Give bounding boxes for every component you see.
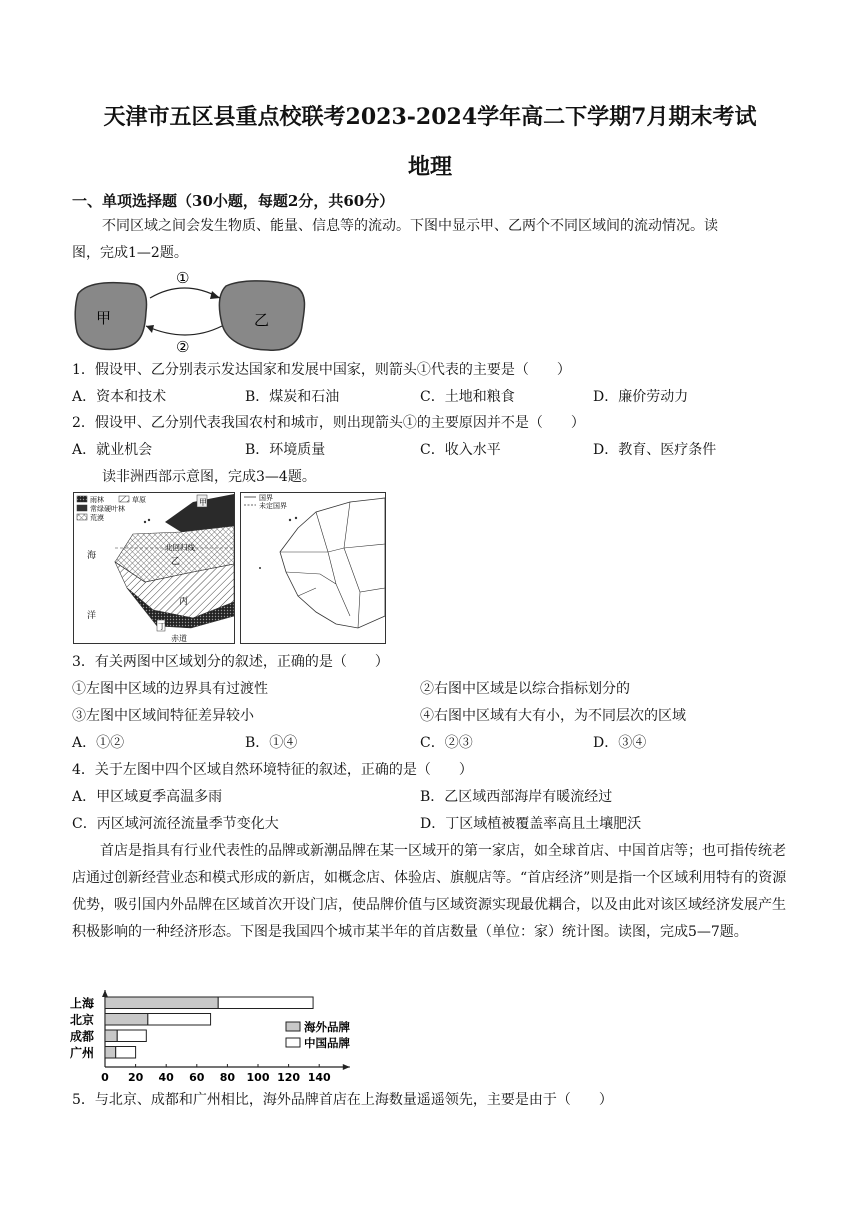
region-jia-label: 甲 <box>96 309 112 327</box>
question-3-option: B．①④ <box>245 735 298 751</box>
arrow-2 <box>146 326 222 335</box>
vegetation-map <box>73 492 235 644</box>
label-bing: 丙 <box>179 597 189 607</box>
question-1-stem: 1．假设甲、乙分别表示发达国家和发展中国家，则箭头①代表的主要是（ ） <box>72 362 571 378</box>
question-3-stem: 3．有关两图中区域划分的叙述，正确的是（ ） <box>72 654 389 670</box>
question-4-stem: 4．关于左图中四个区域自然环境特征的叙述，正确的是（ ） <box>72 762 473 778</box>
x-tick-label: 100 <box>246 1071 270 1084</box>
question-1-option: A．资本和技术 <box>72 389 167 405</box>
bar-domestic <box>116 1047 136 1059</box>
legend-grassland: 草原 <box>132 496 146 504</box>
legend-rainforest: 雨林 <box>90 496 104 504</box>
x-tick-label: 140 <box>307 1071 331 1084</box>
bar-overseas <box>105 997 218 1009</box>
label-ding: 丁 <box>158 622 166 631</box>
question-3-statement: ④右图中区域有大有小，为不同层次的区域 <box>420 708 686 724</box>
arrow-2-head <box>146 325 154 333</box>
x-tick-label: 120 <box>277 1071 301 1084</box>
question-2-option: D．教育、医疗条件 <box>593 442 717 458</box>
label-equator: 赤道 <box>171 634 187 643</box>
question-2-stem: 2．假设甲、乙分别代表我国农村和城市，则出现箭头①的主要原因并不是（ ） <box>72 415 585 431</box>
arrow-1-head <box>210 291 220 299</box>
bar-domestic <box>117 1030 146 1042</box>
bar-domestic <box>218 997 313 1009</box>
question-4-option: D．丁区域植被覆盖率高且土壤肥沃 <box>420 816 642 832</box>
question-4-option: A．甲区域夏季高温多雨 <box>72 789 223 805</box>
question-3-statement: ②右图中区域是以综合指标划分的 <box>420 681 630 697</box>
label-jia: 甲 <box>199 498 207 507</box>
region-yi-label: 乙 <box>254 311 270 329</box>
question-2-option: B．环境质量 <box>245 442 326 458</box>
legend-evergreen: 常绿硬叶林 <box>90 505 125 513</box>
question-2-option: A．就业机会 <box>72 442 153 458</box>
bar-overseas <box>105 1014 148 1026</box>
question-1-option: C．土地和粮食 <box>420 389 515 405</box>
category-label: 成都 <box>70 1029 95 1044</box>
question-3-option: C．②③ <box>420 735 473 751</box>
legend-swatch <box>286 1038 300 1047</box>
bar-overseas <box>105 1047 116 1059</box>
bar-domestic <box>148 1014 211 1026</box>
question-5-stem: 5．与北京、成都和广州相比，海外品牌首店在上海数量遥遥领先，主要是由于（ ） <box>72 1092 613 1108</box>
store-count-chart <box>68 990 368 1090</box>
legend-border: 国界 <box>259 494 273 502</box>
x-tick-label: 20 <box>127 1071 144 1084</box>
question-1-option: D．廉价劳动力 <box>593 389 689 405</box>
x-tick-label: 80 <box>219 1071 236 1084</box>
passage-text: 首店是指具有行业代表性的品牌或新潮品牌在某一区域开的第一家店，如全球首店、中国首店等；也可指传统老店通过创新经营业态和模式形成的新店，如概念店、体验店、旗舰店等。“首店经济”则是指一个区域利用特有的资源优势，吸引国内外品牌在区域首次开设门店，使品牌价值与区域资源实现最优耦合，以及由此对该区域经济发展产生积极影响的一种经济形态。下图是我国四个城市某半年的首店数量（单位：家）统计图。读图，完成5—7题。 <box>72 843 787 940</box>
question-1-option: B．煤炭和石油 <box>245 389 340 405</box>
question-3-statement: ③左图中区域间特征差异较小 <box>72 708 254 724</box>
question-4-option: C．丙区域河流径流量季节变化大 <box>72 816 279 832</box>
legend-label: 海外品牌 <box>304 1020 350 1034</box>
legend-label: 中国品牌 <box>304 1036 350 1050</box>
page-title: 天津市五区县重点校联考2023-2024学年高二下学期7月期末考试 <box>103 104 757 130</box>
legend-swatch <box>286 1022 300 1031</box>
label-yi: 乙 <box>171 557 181 567</box>
passage-text: 不同区域之间会发生物质、能量、信息等的流动。下图中显示甲、乙两个不同区域间的流动情况。读 <box>102 218 718 234</box>
question-3-statement: ①左图中区域的边界具有过渡性 <box>72 681 268 697</box>
legend-desert: 荒漠 <box>90 514 104 522</box>
label-sea: 海 <box>87 551 97 561</box>
arrow-1 <box>150 288 220 298</box>
question-2-option: C．收入水平 <box>420 442 501 458</box>
bar-overseas <box>105 1030 117 1042</box>
arrow-2-label: ② <box>176 338 190 356</box>
flow-diagram <box>72 268 312 356</box>
question-4-option: B．乙区域西部海岸有暖流经过 <box>420 789 613 805</box>
category-label: 北京 <box>70 1013 95 1027</box>
x-axis-arrow <box>343 1064 350 1070</box>
label-ocean: 洋 <box>87 611 97 621</box>
x-tick-label: 0 <box>101 1071 109 1084</box>
arrow-1-label: ① <box>176 269 190 287</box>
legend-disputed-border: 未定国界 <box>259 502 287 510</box>
question-3-option: D．③④ <box>593 735 647 751</box>
passage-text: 读非洲西部示意图，完成3—4题。 <box>102 469 316 485</box>
y-axis-arrow <box>102 990 108 997</box>
x-tick-label: 60 <box>189 1071 205 1084</box>
page-subject: 地理 <box>407 154 452 180</box>
border-map <box>240 492 386 644</box>
question-3-option: A．①② <box>72 735 125 751</box>
label-tropic: 北回归线 <box>165 543 195 552</box>
section-heading: 一、单项选择题（30小题，每题2分，共60分） <box>72 192 395 210</box>
x-tick-label: 40 <box>158 1071 174 1084</box>
passage-text: 图，完成1—2题。 <box>72 245 188 261</box>
category-label: 广州 <box>70 1046 95 1060</box>
category-label: 上海 <box>70 996 95 1011</box>
